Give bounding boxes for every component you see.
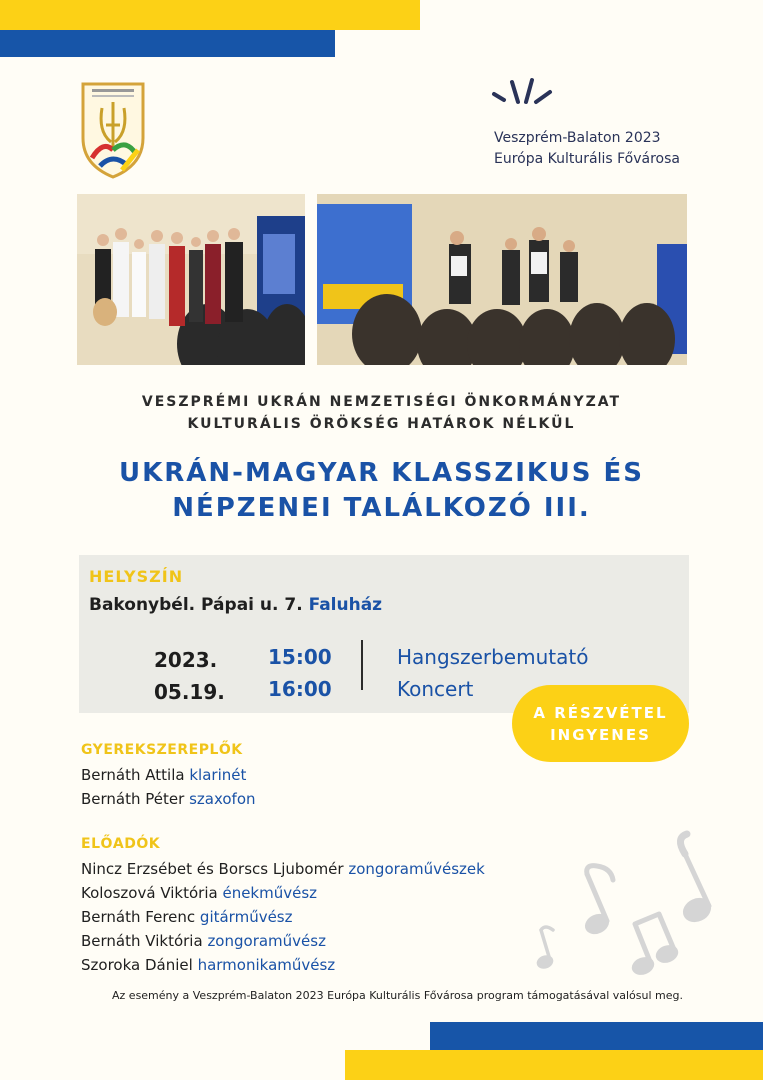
program-name: KULTURÁLIS ÖRÖKSÉG HATÁROK NÉLKÜL	[187, 416, 576, 432]
event-title-line-1: UKRÁN-MAGYAR KLASSZIKUS ÉS	[119, 458, 644, 488]
list-item	[81, 908, 293, 926]
list-item	[81, 860, 485, 878]
person-name: Bernáth Ferenc	[81, 908, 196, 926]
list-item	[81, 956, 335, 974]
event-date: 05.19.	[154, 680, 225, 704]
person-name: Nincz Erzsébet és Borscs Ljubomér	[81, 860, 344, 878]
top-blue-bar	[0, 30, 335, 57]
venue-address: Bakonybél. Pápai u. 7.	[89, 595, 303, 615]
bottom-blue-bar	[430, 1022, 763, 1050]
venue-place: Faluház	[308, 595, 383, 615]
event-year: 2023.	[154, 648, 218, 672]
list-item	[81, 790, 256, 808]
person-name: Koloszová Viktória	[81, 884, 218, 902]
concert-photo	[317, 194, 687, 365]
ukrainian-trident-crest-icon	[78, 80, 148, 180]
list-item	[81, 932, 326, 950]
top-yellow-bar	[0, 0, 420, 30]
person-name: Bernáth Viktória	[81, 932, 203, 950]
time-1: 15:00	[268, 645, 332, 669]
list-item	[81, 766, 246, 784]
person-role: énekművész	[222, 884, 318, 902]
veszprem-balaton-logo-icon	[488, 74, 558, 110]
venue-label: HELYSZÍN	[89, 567, 184, 586]
event-1: Hangszerbemutató	[397, 645, 589, 669]
music-notes-icon	[525, 826, 725, 976]
person-role: zongoraművészek	[348, 860, 485, 878]
venue-line	[89, 595, 382, 615]
person-name: Bernáth Attila	[81, 766, 185, 784]
brand-line-2: Európa Kulturális Fővárosa	[494, 151, 680, 167]
event-2: Koncert	[397, 677, 474, 701]
group-photo	[77, 194, 305, 365]
brand-text	[494, 128, 734, 170]
brand-line-1: Veszprém-Balaton 2023	[494, 130, 661, 146]
bottom-yellow-bar	[345, 1050, 763, 1080]
event-title	[0, 456, 763, 526]
person-role: szaxofon	[189, 790, 256, 808]
person-role: klarinét	[189, 766, 247, 784]
person-name: Bernáth Péter	[81, 790, 185, 808]
footer-note: Az esemény a Veszprém-Balaton 2023 Európa Kulturális Fővárosa program támogatásával valósul meg.	[112, 989, 683, 1002]
schedule-divider	[361, 640, 363, 690]
person-role: harmonikaművész	[197, 956, 336, 974]
children-label: GYEREKSZEREPLŐK	[81, 742, 243, 758]
performers-label: ELŐADÓK	[81, 836, 161, 852]
person-name: Szoroka Dániel	[81, 956, 193, 974]
free-entry-line-1: A RÉSZVÉTEL	[533, 703, 668, 722]
free-entry-badge	[512, 685, 689, 762]
free-entry-line-2: INGYENES	[550, 725, 651, 744]
organization-name: VESZPRÉMI UKRÁN NEMZETISÉGI ÖNKORMÁNYZAT	[141, 394, 622, 410]
event-title-line-2: NÉPZENEI TALÁLKOZÓ III.	[172, 493, 591, 523]
time-2: 16:00	[268, 677, 332, 701]
person-role: gitárművész	[199, 908, 293, 926]
list-item	[81, 884, 317, 902]
person-role: zongoraművész	[207, 932, 326, 950]
